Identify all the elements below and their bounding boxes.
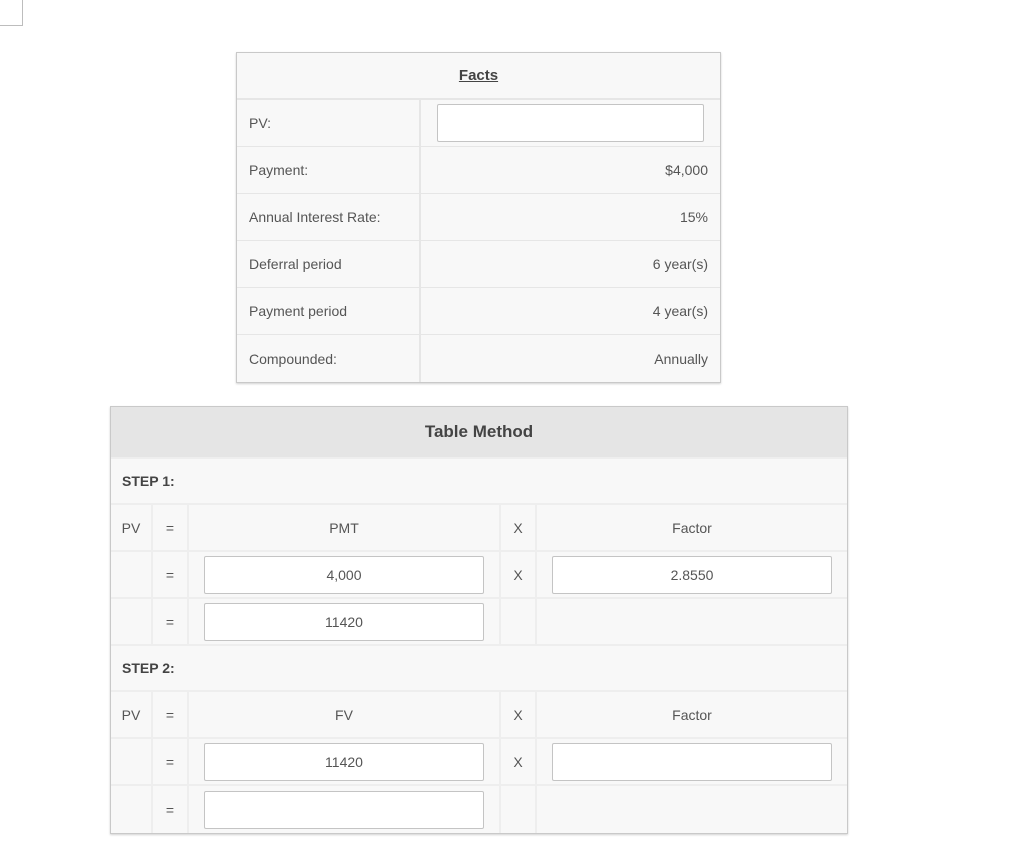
equals-sign: = — [153, 692, 189, 737]
factor-header: Factor — [672, 519, 712, 536]
table-method — [110, 406, 848, 834]
facts-value: Annually — [654, 350, 708, 367]
facts-table — [236, 52, 721, 383]
multiply-sign: X — [501, 739, 537, 784]
step-1-header-row — [111, 505, 847, 552]
facts-row-pv — [237, 100, 720, 147]
facts-label: PV: — [237, 100, 421, 146]
equals-sign: = — [153, 505, 189, 550]
step-1-label: STEP 1: — [111, 459, 847, 505]
step1-pmt-input[interactable] — [204, 556, 484, 594]
facts-row-compounded — [237, 335, 720, 382]
equals-sign: = — [153, 599, 189, 644]
facts-row-interest-rate — [237, 194, 720, 241]
facts-value: $4,000 — [665, 162, 708, 178]
pv-label: PV — [111, 692, 153, 737]
step-1-result-row — [111, 599, 847, 646]
step2-result-input[interactable] — [204, 791, 484, 829]
pv-input[interactable] — [437, 104, 704, 142]
multiply-sign: X — [501, 692, 537, 737]
pv-label: PV — [111, 505, 153, 550]
equals-sign: = — [153, 786, 189, 833]
facts-value: 4 year(s) — [652, 303, 708, 319]
facts-value: 15% — [679, 209, 708, 225]
facts-label: Payment: — [237, 147, 421, 193]
facts-title: Facts — [458, 67, 499, 84]
facts-label: Deferral period — [237, 241, 421, 287]
table-method-title: Table Method — [424, 422, 534, 441]
step-2-result-row — [111, 786, 847, 833]
step1-result-input[interactable] — [204, 603, 484, 641]
step-2-header-row — [111, 692, 847, 739]
pmt-header: PMT — [189, 505, 501, 550]
multiply-sign: X — [501, 505, 537, 550]
step-1-input-row — [111, 552, 847, 599]
step2-factor-input[interactable] — [552, 743, 832, 781]
equals-sign: = — [153, 552, 189, 597]
facts-label: Payment period — [237, 288, 421, 334]
multiply-sign: X — [501, 552, 537, 597]
step1-factor-input[interactable] — [552, 556, 832, 594]
facts-row-payment — [237, 147, 720, 194]
fv-header: FV — [189, 692, 501, 737]
facts-label: Compounded: — [237, 335, 421, 382]
step-2-input-row — [111, 739, 847, 786]
factor-header: Factor — [672, 706, 712, 723]
table-method-header — [111, 407, 847, 459]
facts-row-deferral-period — [237, 241, 720, 288]
equals-sign: = — [153, 739, 189, 784]
facts-header — [237, 53, 720, 100]
step2-fv-input[interactable] — [204, 743, 484, 781]
facts-row-payment-period — [237, 288, 720, 335]
facts-value: 6 year(s) — [652, 256, 708, 272]
step-2-label: STEP 2: — [111, 646, 847, 692]
corner-checkbox[interactable] — [0, 0, 23, 26]
facts-label: Annual Interest Rate: — [237, 194, 421, 240]
